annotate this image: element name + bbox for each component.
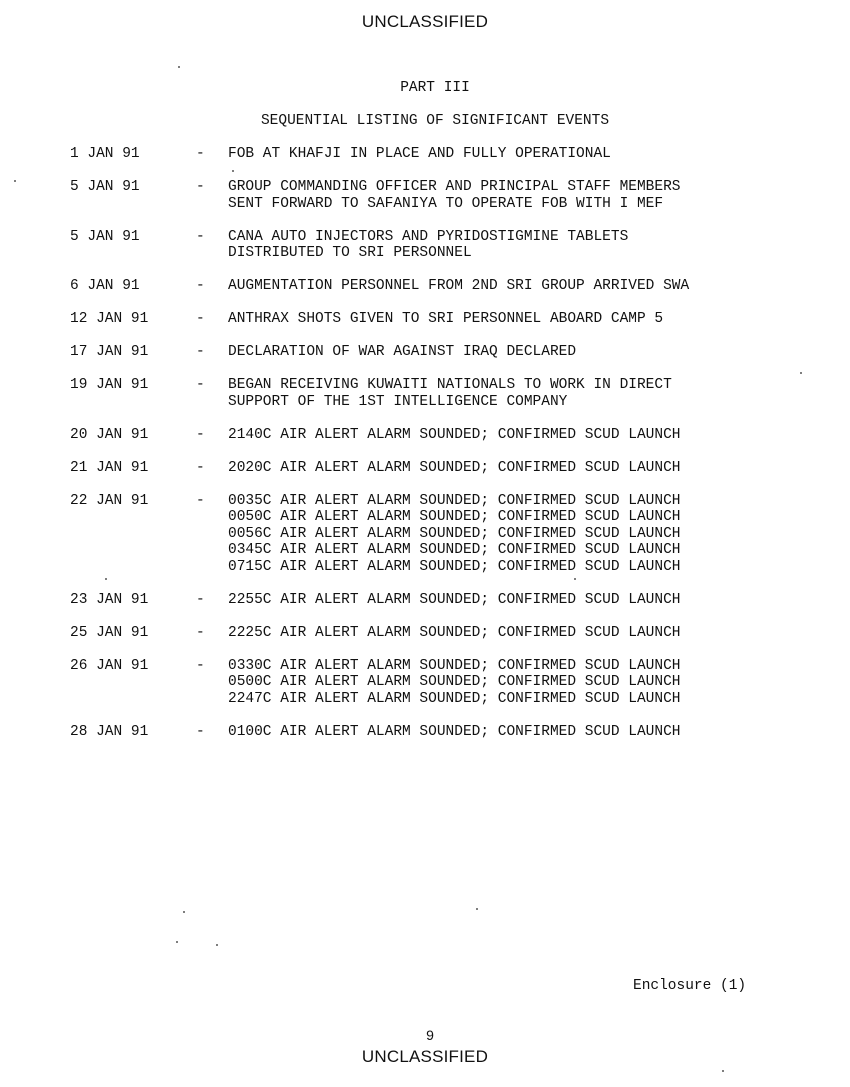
event-entry (70, 146, 810, 163)
event-entry (70, 229, 810, 262)
event-entry (70, 427, 810, 444)
scan-speck (232, 170, 234, 172)
event-description (228, 625, 810, 642)
event-dash: - (196, 723, 205, 740)
event-description (228, 311, 810, 328)
event-date: 5 JAN 91 (70, 179, 140, 195)
classification-marking-top: UNCLASSIFIED (361, 12, 489, 31)
event-entry (70, 724, 810, 741)
event-description (228, 377, 810, 410)
event-date: 12 JAN 91 (70, 311, 149, 327)
event-date: 5 JAN 91 (70, 228, 140, 245)
event-entry (70, 179, 810, 212)
page-number: 9 (426, 1027, 434, 1043)
event-entry (70, 625, 810, 642)
events-list (70, 146, 810, 757)
event-description (228, 493, 810, 576)
event-description (228, 724, 810, 741)
event-line: SENT FORWARD TO SAFANIYA TO OPERATE FOB WITH I MEF (228, 195, 664, 212)
event-description (228, 592, 810, 609)
scan-speck (183, 911, 185, 913)
scan-speck (216, 944, 218, 946)
event-description (228, 658, 810, 708)
event-date: 23 JAN 91 (70, 591, 149, 608)
event-description (228, 278, 810, 295)
scan-speck (105, 578, 107, 580)
event-line: 2247C AIR ALERT ALARM SOUNDED; CONFIRMED SCUD LAUNCH (228, 690, 681, 707)
event-dash: - (196, 624, 205, 641)
scan-speck (176, 941, 178, 943)
event-entry (70, 344, 810, 361)
event-line: 2140C AIR ALERT ALARM SOUNDED; CONFIRMED SCUD LAUNCH (228, 426, 681, 443)
event-line: 0330C AIR ALERT ALARM SOUNDED; CONFIRMED SCUD LAUNCH (228, 657, 681, 674)
event-line: BEGAN RECEIVING KUWAITI NATIONALS TO WORK IN DIRECT (228, 377, 672, 393)
event-dash: - (196, 311, 205, 327)
event-line: GROUP COMMANDING OFFICER AND PRINCIPAL STAFF MEMBERS (228, 179, 681, 195)
event-dash: - (196, 657, 205, 674)
event-description (228, 344, 810, 361)
scan-speck (722, 1070, 724, 1072)
event-line: CANA AUTO INJECTORS AND PYRIDOSTIGMINE TABLETS (228, 228, 629, 245)
event-dash: - (196, 377, 205, 393)
section-title: SEQUENTIAL LISTING OF SIGNIFICANT EVENTS (260, 113, 610, 129)
enclosure-label: Enclosure (1) (633, 978, 747, 994)
event-line: 0500C AIR ALERT ALARM SOUNDED; CONFIRMED SCUD LAUNCH (228, 674, 681, 690)
event-date: 25 JAN 91 (70, 624, 149, 641)
event-entry (70, 278, 810, 295)
event-entry (70, 311, 810, 328)
event-dash: - (196, 278, 205, 294)
event-entry (70, 377, 810, 410)
event-dash: - (196, 146, 205, 162)
event-line: FOB AT KHAFJI IN PLACE AND FULLY OPERATIONAL (228, 146, 611, 162)
event-line: 0050C AIR ALERT ALARM SOUNDED; CONFIRMED SCUD LAUNCH (228, 509, 681, 525)
event-dash: - (196, 591, 205, 608)
event-line: 0056C AIR ALERT ALARM SOUNDED; CONFIRMED SCUD LAUNCH (228, 525, 681, 542)
event-dash: - (196, 492, 205, 509)
event-line: 0715C AIR ALERT ALARM SOUNDED; CONFIRMED SCUD LAUNCH (228, 558, 681, 575)
event-date: 21 JAN 91 (70, 459, 149, 476)
event-line: 2255C AIR ALERT ALARM SOUNDED; CONFIRMED SCUD LAUNCH (228, 591, 681, 608)
event-date: 6 JAN 91 (70, 278, 140, 294)
event-line: 2020C AIR ALERT ALARM SOUNDED; CONFIRMED SCUD LAUNCH (228, 459, 681, 476)
event-line: DECLARATION OF WAR AGAINST IRAQ DECLARED (228, 344, 577, 360)
event-description (228, 179, 810, 212)
event-line: 0345C AIR ALERT ALARM SOUNDED; CONFIRMED SCUD LAUNCH (228, 542, 681, 558)
event-entry (70, 658, 810, 708)
scan-speck (476, 908, 478, 910)
classification-marking-bottom: UNCLASSIFIED (361, 1047, 489, 1066)
event-date: 17 JAN 91 (70, 344, 149, 360)
scan-speck (14, 180, 16, 182)
event-dash: - (196, 179, 205, 195)
event-date: 26 JAN 91 (70, 657, 149, 674)
part-title: PART III (400, 80, 470, 96)
event-date: 20 JAN 91 (70, 426, 149, 443)
event-dash: - (196, 459, 205, 476)
event-date: 19 JAN 91 (70, 377, 149, 393)
scan-speck (178, 66, 180, 68)
event-description (228, 229, 810, 262)
event-line: AUGMENTATION PERSONNEL FROM 2ND SRI GROUP ARRIVED SWA (228, 278, 690, 294)
event-line: 0100C AIR ALERT ALARM SOUNDED; CONFIRMED SCUD LAUNCH (228, 723, 681, 740)
event-line: 2225C AIR ALERT ALARM SOUNDED; CONFIRMED SCUD LAUNCH (228, 624, 681, 641)
event-description (228, 146, 810, 163)
event-date: 1 JAN 91 (70, 146, 140, 162)
scan-speck (800, 372, 802, 374)
event-dash: - (196, 344, 205, 360)
event-description (228, 460, 810, 477)
event-dash: - (196, 228, 205, 245)
event-entry (70, 493, 810, 576)
event-line: SUPPORT OF THE 1ST INTELLIGENCE COMPANY (228, 393, 568, 410)
event-entry (70, 460, 810, 477)
event-date: 28 JAN 91 (70, 723, 149, 740)
event-date: 22 JAN 91 (70, 492, 149, 509)
event-line: DISTRIBUTED TO SRI PERSONNEL (228, 245, 472, 261)
event-dash: - (196, 426, 205, 443)
event-description (228, 427, 810, 444)
event-line: 0035C AIR ALERT ALARM SOUNDED; CONFIRMED SCUD LAUNCH (228, 492, 681, 509)
event-line: ANTHRAX SHOTS GIVEN TO SRI PERSONNEL ABOARD CAMP 5 (228, 311, 664, 327)
event-entry (70, 592, 810, 609)
scan-speck (574, 578, 576, 580)
